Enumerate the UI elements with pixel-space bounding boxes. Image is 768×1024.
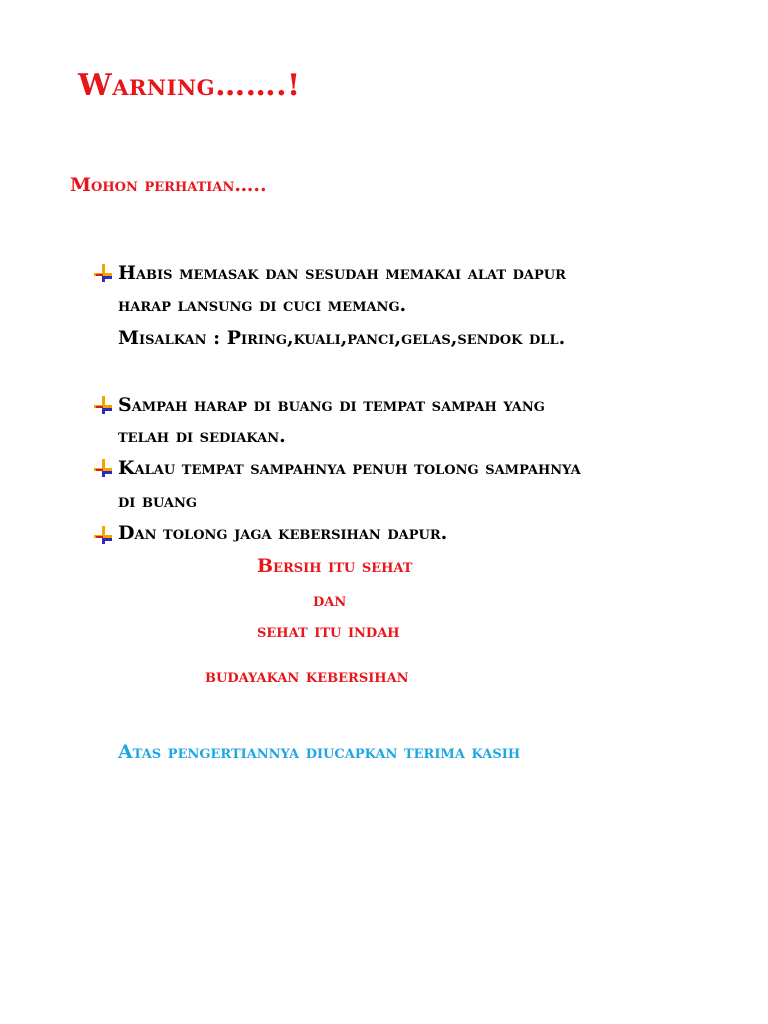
bullet-marker-icon: [94, 526, 112, 544]
bullet-marker-icon: [94, 396, 112, 414]
list-item-line: harap lansung di cuci memang.: [118, 294, 407, 316]
list-item-line: Habis memasak dan sesudah memakai alat dapur: [118, 262, 566, 284]
closing-text: Atas pengertiannya diucapkan terima kasih: [118, 741, 521, 763]
campaign-text: budayakan kebersihan: [205, 665, 409, 687]
list-item-line: Dan tolong jaga kebersihan dapur.: [118, 522, 448, 544]
bullet-marker-icon: [94, 459, 112, 477]
page-title: Warning…….!: [78, 68, 301, 103]
list-item-line: di buang: [118, 490, 197, 512]
list-item-line: Sampah harap di buang di tempat sampah yang: [118, 394, 545, 416]
slogan-line-3: sehat itu indah: [257, 620, 400, 642]
slogan-line-2: dan: [313, 589, 347, 611]
slogan-line-1: Bersih itu sehat: [257, 555, 413, 577]
list-item-line: Kalau tempat sampahnya penuh tolong sampahnya: [118, 457, 581, 479]
list-item-line: Misalkan : Piring,kuali,panci,gelas,sendok dll.: [118, 327, 566, 349]
bullet-marker-icon: [94, 264, 112, 282]
list-item-line: telah di sediakan.: [118, 425, 286, 447]
subtitle: Mohon perhatian…..: [70, 174, 267, 196]
